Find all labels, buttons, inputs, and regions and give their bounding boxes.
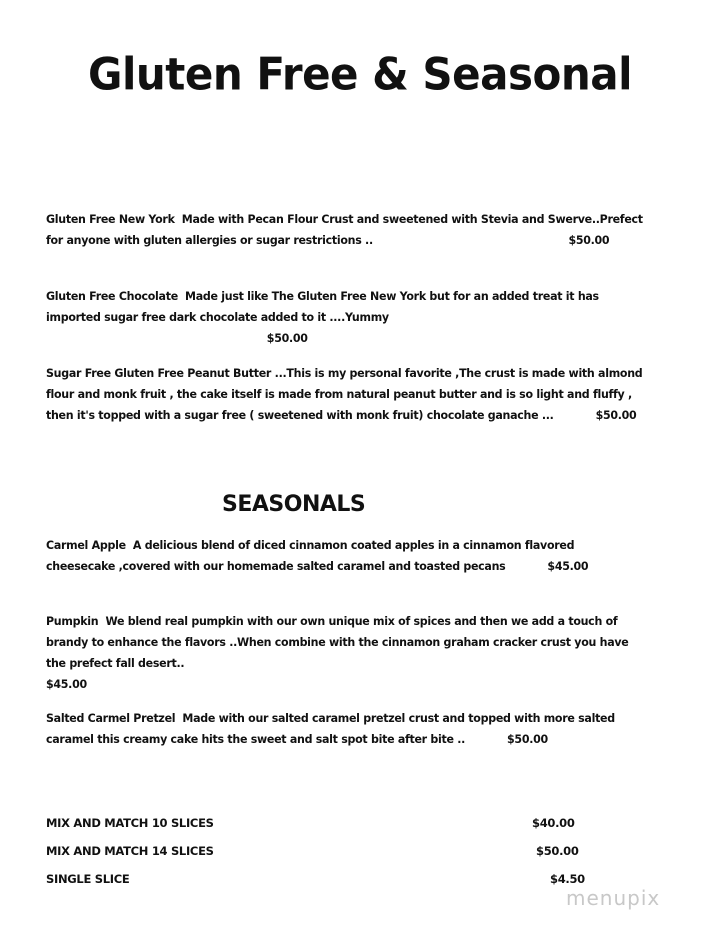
item-description: We blend real pumpkin with our own unique mix of spices and then we add a touch of brandy to enhance the flavors ..When combine with the cinnamon graham cracker crust you have the prefect fall desert.. [46, 614, 629, 670]
mix-label: MIX AND MATCH 14 SLICES [46, 844, 214, 858]
menu-item-carmel-apple [46, 535, 646, 577]
item-name: Gluten Free New York [46, 212, 175, 226]
menu-item-gf-peanut-butter [46, 363, 646, 426]
item-description: Made with Pecan Flour Crust and sweetened with Stevia and Swerve..Prefect for anyone with gluten allergies or sugar restrictions .. [46, 212, 643, 247]
item-name: Gluten Free Chocolate [46, 289, 178, 303]
item-price: $50.00 [568, 233, 610, 247]
menu-item-salted-carmel-pretzel [46, 708, 646, 750]
watermark: menupix [566, 886, 661, 910]
menu-item-gf-chocolate [46, 286, 646, 349]
item-price: $50.00 [595, 408, 637, 422]
item-description: Made with our salted caramel pretzel crust and topped with more salted caramel this creamy cake hits the sweet and salt spot bite after bite .. [46, 711, 615, 746]
mix-price: $4.50 [550, 872, 585, 886]
item-description: A delicious blend of diced cinnamon coated apples in a cinnamon flavored cheesecake ,covered with our homemade salted caramel and toasted pecans [46, 538, 575, 573]
seasonals-heading: SEASONALS [222, 492, 366, 517]
mix-price: $50.00 [536, 844, 579, 858]
item-description: ...This is my personal favorite ,The crust is made with almond flour and monk fruit , the cake itself is made from natural peanut butter and is so light and fluffy , then it's topped with a sugar free ( sweetened with monk fruit) chocolate ganache ... [46, 366, 643, 422]
item-name: Salted Carmel Pretzel [46, 711, 176, 725]
menu-item-gf-new-york [46, 209, 646, 251]
page-title: Gluten Free & Seasonal [88, 48, 632, 101]
item-name: Pumpkin [46, 614, 99, 628]
item-description: Made just like The Gluten Free New York but for an added treat it has imported sugar free dark chocolate added to it ....Yummy [46, 289, 599, 324]
item-name: Sugar Free Gluten Free Peanut Butter [46, 366, 272, 380]
menu-item-pumpkin [46, 611, 646, 695]
item-price: $50.00 [507, 732, 548, 746]
mix-label: MIX AND MATCH 10 SLICES [46, 816, 214, 830]
item-price: $50.00 [266, 331, 308, 345]
item-price: $45.00 [547, 559, 589, 573]
mix-price: $40.00 [532, 816, 575, 830]
item-name: Carmel Apple [46, 538, 126, 552]
mix-label: SINGLE SLICE [46, 872, 130, 886]
item-price: $45.00 [46, 677, 87, 691]
